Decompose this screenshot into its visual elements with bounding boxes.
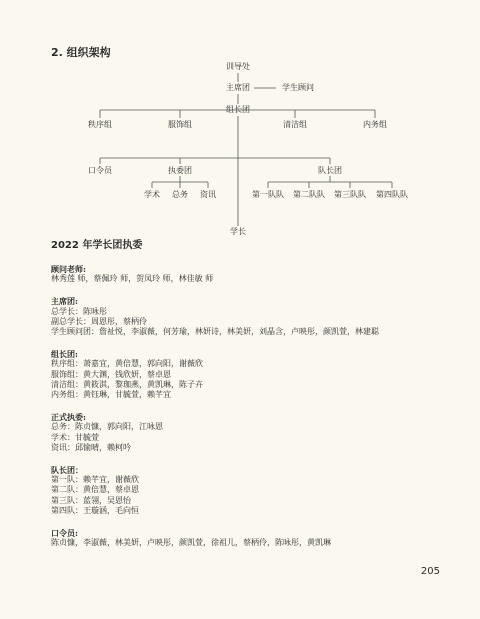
node-squad-3: 第三队队	[334, 190, 366, 199]
member-list	[51, 264, 441, 560]
list-item: 内务组：黄钰琳，甘毓萱，赖芊宜	[51, 390, 171, 400]
group-title: 顾问老师:	[51, 264, 86, 274]
group-advisors	[51, 264, 441, 284]
list-item: 服饰组：黄大渊，钱欣妍，蔡卓恩	[51, 369, 171, 379]
list-item: 总学长：陈咏彤	[51, 306, 107, 316]
group-commanders	[51, 528, 441, 548]
group-prefects	[51, 349, 441, 400]
org-chart-connectors	[0, 0, 480, 240]
group-title: 队长团：	[51, 465, 83, 476]
list-item: 第三队：蓝翎，吴恩怡	[51, 495, 131, 505]
group-squad-leaders	[51, 465, 441, 516]
page-number: 205	[420, 566, 440, 577]
node-squad-leaders: 队长团	[318, 166, 342, 175]
list-item: 第四队：王璇涵，毛向恒	[51, 505, 139, 515]
list-item: 学生顾问团：詹祉悦，李淑薇，何芳瑜，林妍诗，林美妍，刘晶含，卢映彤，颜凯萱，林建聪	[51, 327, 379, 337]
list-item: 陈贞慷，李淑薇，林美妍，卢映彤，颜凯萱，徐祖儿，蔡柄伶，陈咏彤，黄凯琳	[51, 538, 331, 548]
node-guidance-office: 训导处	[226, 62, 250, 71]
node-commanders: 口令员	[88, 166, 112, 175]
node-presidium: 主席团	[226, 83, 250, 92]
group-presidium	[51, 296, 441, 337]
node-discipline: 秩序组	[88, 120, 112, 129]
section-title: 2. 组织架构	[51, 46, 111, 59]
group-title: 主席团:	[51, 296, 78, 307]
node-internal-affairs: 内务组	[363, 120, 387, 129]
node-student-advisors: 学生顾问	[282, 83, 314, 92]
node-prefects-group: 组长团	[226, 105, 250, 114]
list-item: 资讯：邱愉晴，赖柯吟	[51, 442, 131, 452]
group-title: 组长团:	[51, 349, 78, 360]
node-squad-4: 第四队队	[376, 190, 408, 199]
node-squad-2: 第二队队	[293, 190, 325, 199]
group-official-exco	[51, 412, 441, 453]
node-attire: 服饰组	[168, 120, 192, 129]
node-academic: 学术	[144, 190, 160, 199]
list-item: 副总学长：周恩彤，蔡柄伶	[51, 316, 147, 326]
list-item: 清洁组：黄筱淇，黎珈燕，黄凯琳，陈子卉	[51, 379, 203, 389]
list-item: 第二队：黄倍慧，蔡卓恩	[51, 485, 139, 495]
list-item: 总务：陈贞慷，郭向阳，江咏恩	[51, 422, 163, 432]
node-squad-1: 第一队队	[252, 190, 284, 199]
exco-heading: 2022 年学长团执委	[51, 240, 143, 251]
node-cleaning: 清洁组	[283, 120, 307, 129]
list-item: 学术：甘毓萱	[51, 432, 99, 442]
group-title: 正式执委:	[51, 412, 86, 423]
node-information: 资讯	[200, 190, 216, 199]
list-item: 林秀莲 师，蔡佩玲 师，贺凤玲 师，林佳敏 师	[51, 274, 214, 284]
group-title: 口令员:	[51, 528, 78, 539]
node-exco: 执委团	[168, 166, 192, 175]
list-item: 第一队：赖芊宜，谢薇欣	[51, 475, 139, 485]
node-prefect: 学长	[230, 227, 246, 236]
list-item: 秩序组：萧嘉宜，黄倍慧，郭向阳，谢薇欣	[51, 359, 203, 369]
node-general-affairs: 总务	[172, 190, 188, 199]
